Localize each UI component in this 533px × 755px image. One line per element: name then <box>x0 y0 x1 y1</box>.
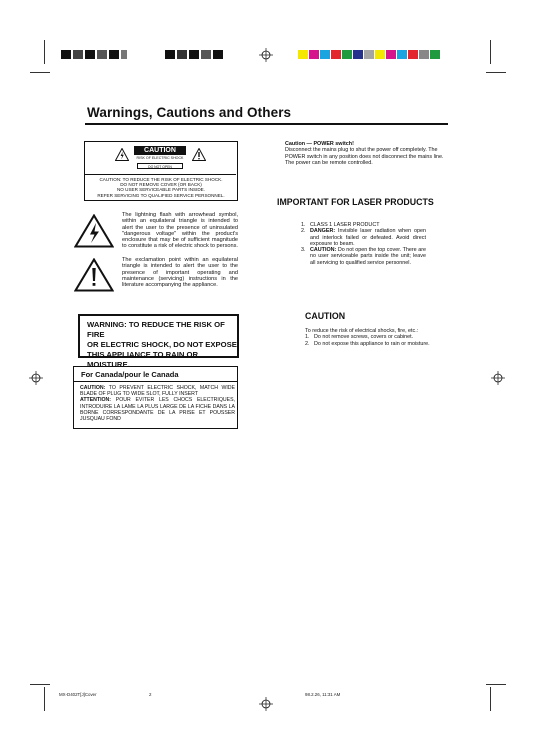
power-switch-notice <box>285 141 445 166</box>
color-swatch <box>353 50 363 59</box>
crop-mark <box>30 72 50 73</box>
laser-item-label: DANGER: <box>310 228 336 235</box>
caution-label-box <box>84 141 238 201</box>
density-block <box>201 50 211 59</box>
title-rule <box>85 123 448 125</box>
color-swatch <box>397 50 407 59</box>
caution-section-body <box>305 328 433 347</box>
caution-item <box>305 341 433 347</box>
density-block <box>85 50 95 59</box>
laser-list <box>301 222 426 266</box>
color-swatch <box>419 50 429 59</box>
crop-mark <box>490 40 491 64</box>
canada-attention <box>80 397 235 422</box>
crop-mark <box>44 40 45 64</box>
density-block <box>177 50 187 59</box>
canada-caution-text: TO PREVENT ELECTRIC SHOCK, MATCH WIDE BLADE OF PLUG TO WIDE SLOT, FULLY INSERT <box>80 385 235 398</box>
density-block <box>61 50 71 59</box>
canada-caution-label: CAUTION: <box>80 385 106 391</box>
color-swatch <box>408 50 418 59</box>
caution-label-line: DO NOT REMOVE COVER (OR BACK) <box>120 182 202 188</box>
caution-item-text: Do not remove screws, covers or cabinet. <box>314 334 414 341</box>
density-block <box>73 50 83 59</box>
color-swatch <box>331 50 341 59</box>
laser-item-number: 2. <box>301 228 306 235</box>
canada-attention-label: ATTENTION: <box>80 397 112 404</box>
density-block <box>189 50 199 59</box>
density-block <box>109 50 119 59</box>
color-swatch <box>386 50 396 59</box>
laser-heading: IMPORTANT FOR LASER PRODUCTS <box>277 197 434 207</box>
crop-mark <box>486 72 506 73</box>
laser-item-text: CLASS 1 LASER PRODUCT <box>310 222 380 228</box>
lightning-explanation: The lightning flash with arrowhead symbol, within an equilateral triangle is intended to alert the user to the presence of uninsulated "dangerous voltage" within the product's enclosure that may be of sufficient magnitude to constitute a risk of electric shock to persons. <box>122 212 238 250</box>
caution-label-title: CAUTION <box>134 146 186 155</box>
canada-body <box>80 385 235 422</box>
crop-mark <box>44 687 45 711</box>
color-swatch <box>375 50 385 59</box>
exclamation-warning-icon <box>192 148 206 161</box>
warning-line: THIS APPLIANCE TO RAIN OR MOISTURE. <box>87 350 199 369</box>
crop-mark <box>30 684 50 685</box>
density-block <box>165 50 175 59</box>
registration-mark-icon <box>259 48 273 62</box>
color-swatch <box>320 50 330 59</box>
laser-item-label: CAUTION: <box>310 247 337 254</box>
caution-label-header <box>85 142 236 175</box>
crop-mark <box>486 684 506 685</box>
laser-item <box>301 247 426 266</box>
laser-item-text: Invisible laser radiation when open and interlock failed or defeated. Avoid direct exposure to beam. <box>310 228 426 247</box>
color-swatch <box>309 50 319 59</box>
caution-label-line: REFER SERVICING TO QUALIFIED SERVICE PERSONNEL. <box>97 192 225 198</box>
caution-label-subtitle: RISK OF ELECTRIC SHOCK <box>136 156 184 160</box>
caution-label-line: CAUTION: TO REDUCE THE RISK OF ELECTRIC SHOCK. <box>99 177 223 182</box>
crop-mark <box>490 687 491 711</box>
density-block <box>121 50 127 59</box>
density-block <box>213 50 223 59</box>
exclamation-triangle-icon <box>74 258 114 292</box>
power-switch-text: Disconnect the mains plug to shut the power off completely. The POWER switch in any position does not disconnect the mains line. The power can be remote controlled. <box>285 147 444 166</box>
caution-label-body <box>88 177 234 198</box>
canada-caution <box>80 385 235 397</box>
registration-mark-icon <box>29 371 43 385</box>
footer-timestamp: 98.2.26, 11:31 AM <box>305 692 341 697</box>
footer-file-name: MX-D402T[J]Cover <box>59 692 97 697</box>
caution-item-number: 2. <box>305 340 310 347</box>
page-title: Warnings, Cautions and Others <box>87 105 292 120</box>
registration-mark-icon <box>259 697 273 711</box>
exclamation-explanation: The exclamation point within an equilateral triangle is intended to alert the user to the presence of important operating and maintenance (servicing) instructions in the literature accompanying the appliance. <box>122 257 238 289</box>
laser-item-text: Do not open the top cover. There are no user serviceable parts inside the unit; leave all servicing to qualified service personnel. <box>310 247 426 266</box>
footer-page-number: 2 <box>149 692 152 697</box>
caution-intro: To reduce the risk of electrical shocks, fire, etc.: <box>305 328 419 334</box>
color-swatch <box>430 50 440 59</box>
laser-item-number: 1. <box>301 222 306 228</box>
color-swatch <box>364 50 374 59</box>
caution-heading: CAUTION <box>305 311 346 321</box>
caution-item-number: 1. <box>305 334 310 341</box>
warning-line: OR ELECTRIC SHOCK, DO NOT EXPOSE <box>87 340 237 349</box>
color-swatch <box>342 50 352 59</box>
caution-label-line: NO USER SERVICEABLE PARTS INSIDE. <box>116 187 206 193</box>
fire-shock-warning-box <box>78 314 239 369</box>
laser-item <box>301 228 426 247</box>
warning-line: WARNING: TO REDUCE THE RISK OF FIRE <box>87 320 225 339</box>
canada-divider <box>74 381 237 382</box>
caution-item-text: Do not expose this appliance to rain or moisture. <box>314 340 430 347</box>
color-swatch <box>298 50 308 59</box>
canada-heading: For Canada/pour le Canada <box>81 370 179 379</box>
registration-mark-icon <box>491 371 505 385</box>
lightning-triangle-icon <box>74 214 114 248</box>
canada-attention-text: POUR EVITER LES CHOCS ELECTRIQUES, INTRODUIRE LA LAME LA PLUS LARGE DE LA FICHE DANS LA BORNE CORRESPONDANTE DE LA PRISE ET POUSSER JUSQUAU FOND <box>80 397 235 423</box>
canada-notice-box <box>73 366 238 429</box>
density-block <box>97 50 107 59</box>
laser-item-number: 3. <box>301 247 306 254</box>
power-switch-heading: Caution — POWER switch! <box>285 141 354 147</box>
caution-label-do-not-open: DO NOT OPEN <box>137 163 183 169</box>
